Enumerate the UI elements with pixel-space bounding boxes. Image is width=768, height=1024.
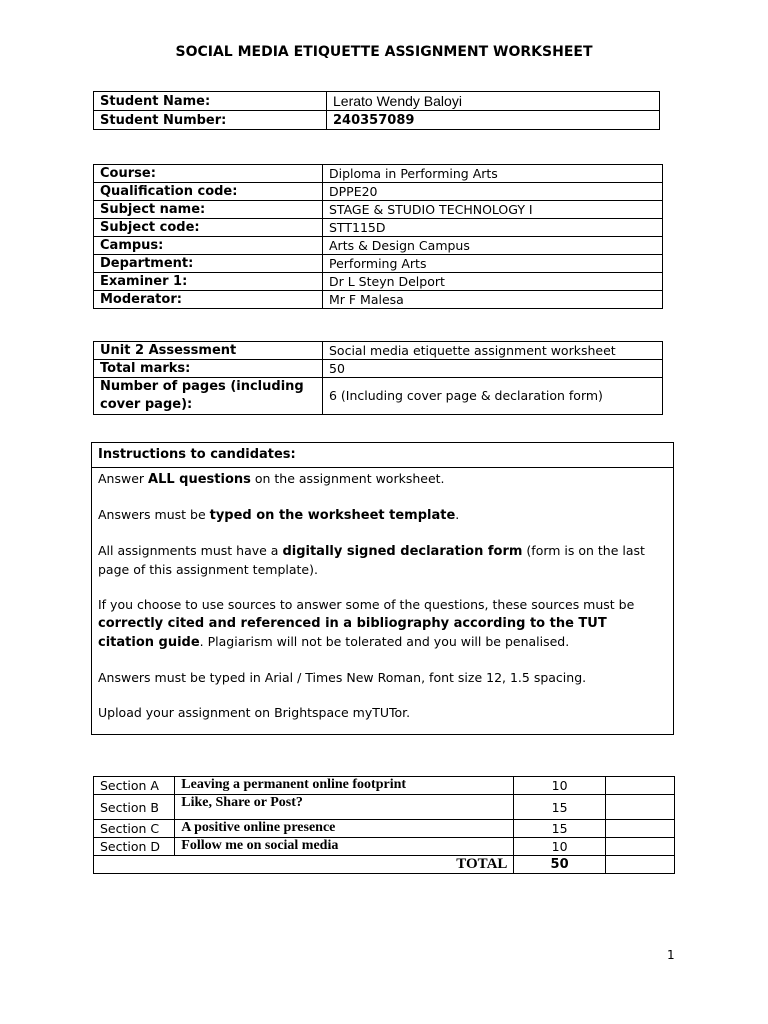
instruction-paragraph	[98, 506, 667, 525]
score-cell	[605, 856, 674, 874]
section-label: Section B	[94, 795, 175, 820]
score-cell	[605, 795, 674, 820]
number-of-pages-label: Number of pages (including cover page):	[94, 378, 323, 415]
instruction-emphasis: ALL questions	[148, 472, 251, 487]
table-row	[94, 342, 663, 360]
total-value: 50	[514, 856, 605, 874]
section-title: Leaving a permanent online footprint	[175, 777, 514, 795]
instruction-text: on the assignment worksheet.	[250, 471, 445, 486]
number-of-pages-value: 6 (Including cover page & declaration form)	[323, 378, 663, 415]
campus-label: Campus:	[94, 237, 323, 255]
examiner-value: Dr L Steyn Delport	[323, 273, 663, 291]
unit-info-table	[93, 341, 663, 415]
course-value: Diploma in Performing Arts	[323, 165, 663, 183]
instruction-text: If you choose to use sources to answer some of the questions, these sources must be	[98, 597, 635, 612]
table-row	[94, 255, 663, 273]
moderator-value: Mr F Malesa	[323, 291, 663, 309]
instruction-paragraph	[98, 596, 667, 652]
table-row	[94, 378, 663, 415]
section-label: Section D	[94, 838, 175, 856]
department-label: Department:	[94, 255, 323, 273]
instruction-paragraph	[98, 470, 667, 489]
table-row	[94, 237, 663, 255]
section-title: A positive online presence	[175, 820, 514, 838]
table-row	[94, 165, 663, 183]
table-row	[94, 777, 675, 795]
total-marks-value: 50	[323, 360, 663, 378]
instruction-paragraph	[98, 542, 667, 579]
subject-code-value: STT115D	[323, 219, 663, 237]
instruction-text: Answers must be	[98, 507, 210, 522]
student-name-label: Student Name:	[94, 92, 327, 111]
table-row	[94, 838, 675, 856]
table-row	[94, 111, 660, 130]
instruction-emphasis: correctly cited and referenced in a bibliography according to the TUT citation guide	[98, 616, 607, 650]
table-row	[94, 795, 675, 820]
page-title: SOCIAL MEDIA ETIQUETTE ASSIGNMENT WORKSHEET	[175, 44, 593, 60]
total-row	[94, 856, 675, 874]
instruction-text: . Plagiarism will not be tolerated and you will be penalised.	[199, 634, 570, 649]
table-row	[94, 219, 663, 237]
instructions-body	[92, 468, 673, 741]
section-title: Like, Share or Post?	[175, 795, 514, 820]
instruction-text: Answer	[98, 471, 149, 486]
instruction-emphasis: digitally signed declaration form	[282, 544, 523, 559]
instructions-box	[91, 442, 674, 735]
table-row	[94, 201, 663, 219]
student-number-value: 240357089	[327, 111, 660, 130]
subject-name-label: Subject name:	[94, 201, 323, 219]
section-label: Section C	[94, 820, 175, 838]
unit-assessment-label: Unit 2 Assessment	[94, 342, 323, 360]
campus-value: Arts & Design Campus	[323, 237, 663, 255]
table-row	[94, 183, 663, 201]
table-row	[94, 92, 660, 111]
student-number-label: Student Number:	[94, 111, 327, 130]
instruction-text: .	[455, 507, 460, 522]
page-number: 1	[667, 948, 675, 962]
table-row	[94, 273, 663, 291]
table-row	[94, 291, 663, 309]
section-title: Follow me on social media	[175, 838, 514, 856]
instructions-heading: Instructions to candidates:	[92, 443, 673, 468]
sections-table	[93, 776, 675, 874]
subject-name-value: STAGE & STUDIO TECHNOLOGY I	[323, 201, 663, 219]
instruction-paragraph: Upload your assignment on Brightspace myTUTor.	[98, 705, 411, 720]
qualification-code-value: DPPE20	[323, 183, 663, 201]
section-marks: 10	[514, 777, 605, 795]
department-value: Performing Arts	[323, 255, 663, 273]
instruction-paragraph: Answers must be typed in Arial / Times New Roman, font size 12, 1.5 spacing.	[98, 670, 587, 685]
student-info-table	[93, 91, 660, 130]
score-cell	[605, 838, 674, 856]
course-info-table	[93, 164, 663, 309]
moderator-label: Moderator:	[94, 291, 323, 309]
section-marks: 10	[514, 838, 605, 856]
section-marks: 15	[514, 820, 605, 838]
score-cell	[605, 777, 674, 795]
instruction-text: All assignments must have a	[98, 543, 283, 558]
examiner-label: Examiner 1:	[94, 273, 323, 291]
table-row	[94, 820, 675, 838]
instruction-text: (form is on the last page of this assignment template).	[98, 543, 645, 577]
instruction-emphasis: typed on the worksheet template	[209, 508, 456, 523]
student-name-value: Lerato Wendy Baloyi	[327, 92, 660, 111]
section-label: Section A	[94, 777, 175, 795]
unit-assessment-value: Social media etiquette assignment worksheet	[323, 342, 663, 360]
qualification-code-label: Qualification code:	[94, 183, 323, 201]
total-marks-label: Total marks:	[94, 360, 323, 378]
subject-code-label: Subject code:	[94, 219, 323, 237]
score-cell	[605, 820, 674, 838]
section-marks: 15	[514, 795, 605, 820]
table-row	[94, 360, 663, 378]
total-label: TOTAL	[94, 856, 514, 874]
course-label: Course:	[94, 165, 323, 183]
